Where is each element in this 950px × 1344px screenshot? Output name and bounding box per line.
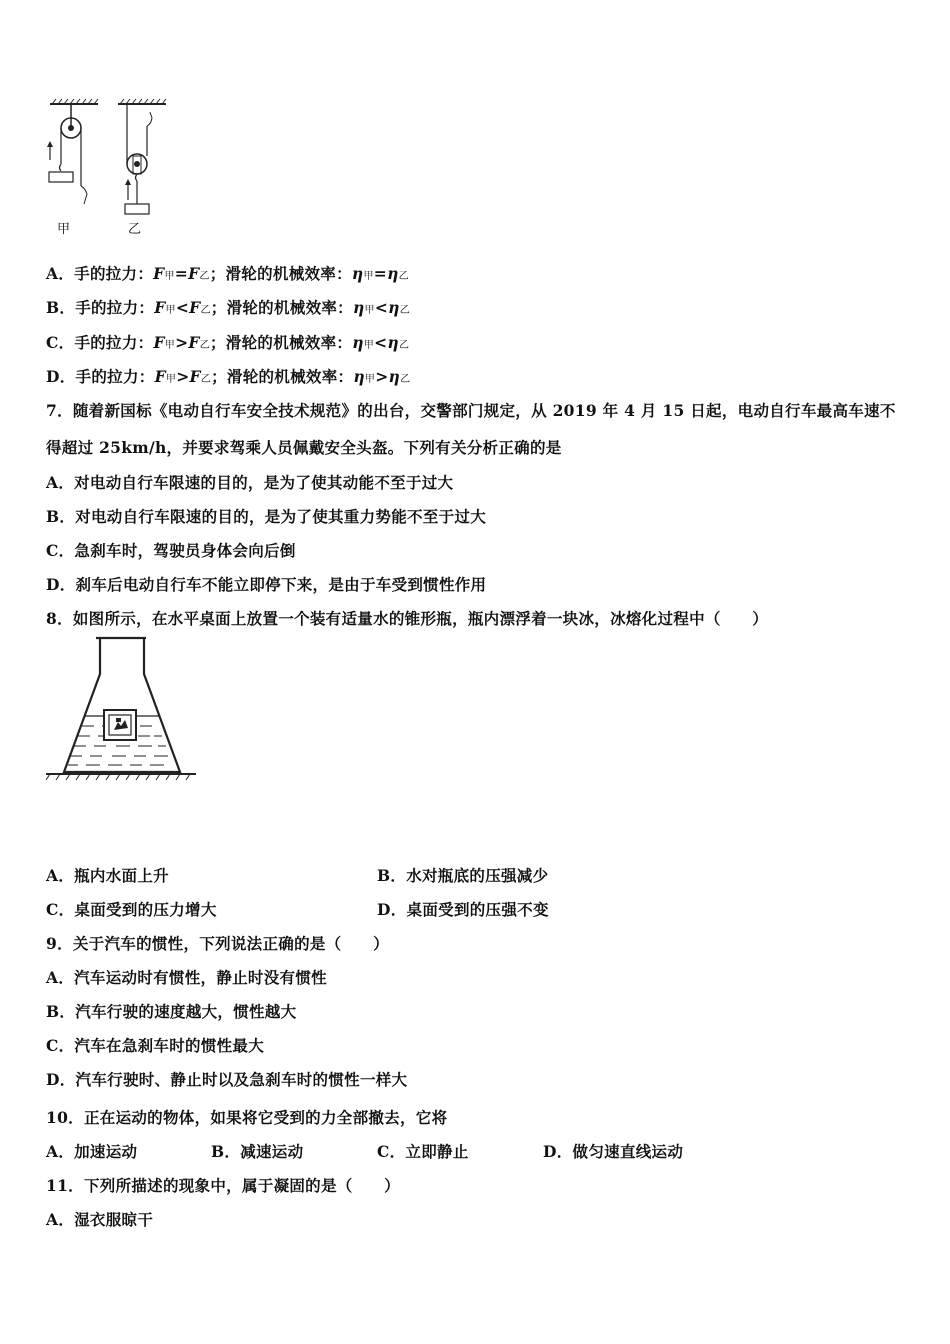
q10-option: B．减速运动	[211, 1142, 304, 1161]
q7-stem-cont: 得超过 25km/h，并要求驾乘人员佩戴安全头盔。下列有关分析正确的是	[46, 438, 562, 457]
q7-stem: 7．随着新国标《电动自行车安全技术规范》的出台，交警部门规定，从 2019 年 4 月 15 日起，电动自行车最高车速不	[46, 401, 896, 420]
q7-option: B．对电动自行车限速的目的，是为了使其重力势能不至于过大	[46, 507, 487, 526]
q6-option: D．手的拉力：F甲>F乙；滑轮的机械效率：η甲>η乙	[46, 367, 411, 386]
figure-caption-left: 甲	[57, 222, 71, 237]
q8-option: D．桌面受到的压强不变	[377, 900, 549, 919]
q10-stem: 10．正在运动的物体，如果将它受到的力全部撤去，它将	[46, 1108, 448, 1127]
q9-option: A．汽车运动时有惯性，静止时没有惯性	[46, 968, 327, 987]
q8-option: B．水对瓶底的压强减少	[377, 866, 549, 885]
flask-figure	[42, 634, 202, 784]
q7-option: C．急刹车时，驾驶员身体会向后倒	[46, 541, 296, 560]
q11-stem: 11．下列所描述的现象中，属于凝固的是（ ）	[46, 1176, 400, 1195]
q6-option: B．手的拉力：F甲<F乙；滑轮的机械效率：η甲<η乙	[46, 298, 411, 317]
q8-option: A．瓶内水面上升	[46, 866, 169, 885]
q8-option: C．桌面受到的压力增大	[46, 900, 217, 919]
q10-option: D．做匀速直线运动	[543, 1142, 684, 1161]
q9-option: C．汽车在急刹车时的惯性最大	[46, 1036, 265, 1055]
q7-option: D．刹车后电动自行车不能立即停下来，是由于车受到惯性作用	[46, 575, 487, 594]
q8-stem: 8．如图所示，在水平桌面上放置一个装有适量水的锥形瓶，瓶内漂浮着一块冰，冰熔化过程中（ ）	[46, 609, 769, 628]
q10-option: A．加速运动	[46, 1142, 138, 1161]
q6-option: A．手的拉力：F甲=F乙；滑轮的机械效率：η甲=η乙	[46, 264, 409, 283]
q10-option: C．立即静止	[377, 1142, 469, 1161]
pulley-figure	[44, 96, 184, 236]
q9-stem: 9．关于汽车的惯性，下列说法正确的是（ ）	[46, 934, 389, 953]
figure-caption-right: 乙	[128, 222, 142, 237]
q9-option: B．汽车行驶的速度越大，惯性越大	[46, 1002, 297, 1021]
q6-option: C．手的拉力：F甲>F乙；滑轮的机械效率：η甲<η乙	[46, 333, 410, 352]
q9-option: D．汽车行驶时、静止时以及急刹车时的惯性一样大	[46, 1070, 408, 1089]
q11-option: A．湿衣服晾干	[46, 1210, 154, 1229]
q7-option: A．对电动自行车限速的目的，是为了使其动能不至于过大	[46, 473, 454, 492]
